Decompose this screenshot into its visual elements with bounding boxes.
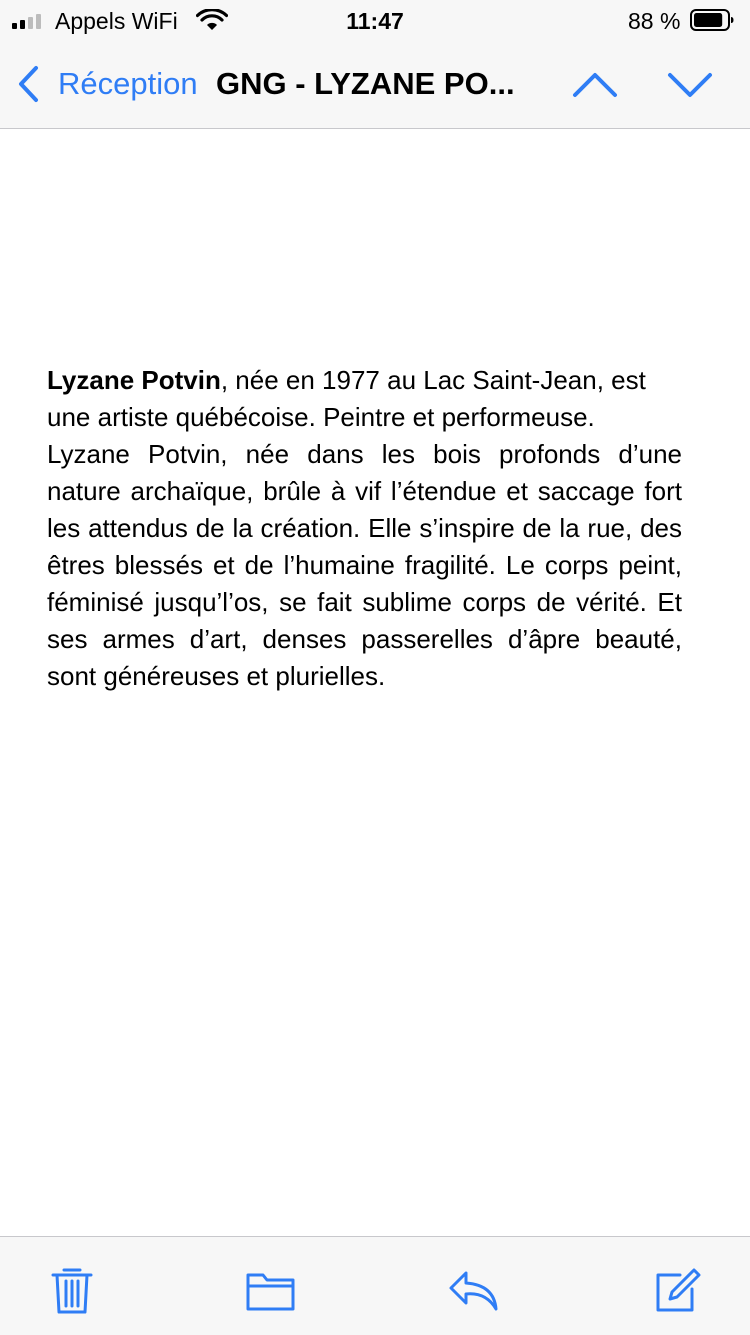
intro-paragraph <box>47 362 682 436</box>
chevron-left-icon <box>14 64 44 104</box>
back-label: Réception <box>58 66 198 101</box>
previous-message-button[interactable] <box>570 62 620 106</box>
back-button[interactable] <box>14 62 198 106</box>
folder-icon <box>243 1265 299 1315</box>
status-bar <box>0 0 750 40</box>
reply-icon <box>446 1265 502 1315</box>
trash-icon <box>44 1265 100 1315</box>
move-to-folder-button[interactable] <box>243 1265 299 1315</box>
next-message-button[interactable] <box>665 62 715 106</box>
compose-button[interactable] <box>648 1265 704 1315</box>
clock: 11:47 <box>346 8 404 34</box>
intro-text: , née en 1977 au Lac Saint-Jean, est une artiste québécoise. Peintre et performeuse. <box>47 365 646 432</box>
navigation-bar <box>0 40 750 129</box>
battery-icon <box>690 9 734 31</box>
reply-button[interactable] <box>446 1265 502 1315</box>
battery-percentage: 88 % <box>628 8 681 34</box>
biography-paragraph: Lyzane Potvin, née dans les bois profonds d’une nature archaïque, brûle à vif l’étendue et saccage fort les attendus de la création. Elle s’inspire de la rue, des êtres blessés et de l’humaine fragilité. Le corps peint, féminisé jusqu’l’os, se fait sublime corps de vérité. Et ses armes d’art, denses passerelles d’âpre beauté, sont généreuses et plurielles. <box>47 439 682 691</box>
bottom-toolbar <box>0 1236 750 1335</box>
compose-icon <box>648 1265 704 1315</box>
carrier-label: Appels WiFi <box>55 8 178 34</box>
artist-name: Lyzane Potvin <box>47 365 221 395</box>
message-subject-title: GNG - LYZANE PO... <box>216 66 515 101</box>
message-body <box>47 362 682 695</box>
trash-button[interactable] <box>44 1265 100 1315</box>
